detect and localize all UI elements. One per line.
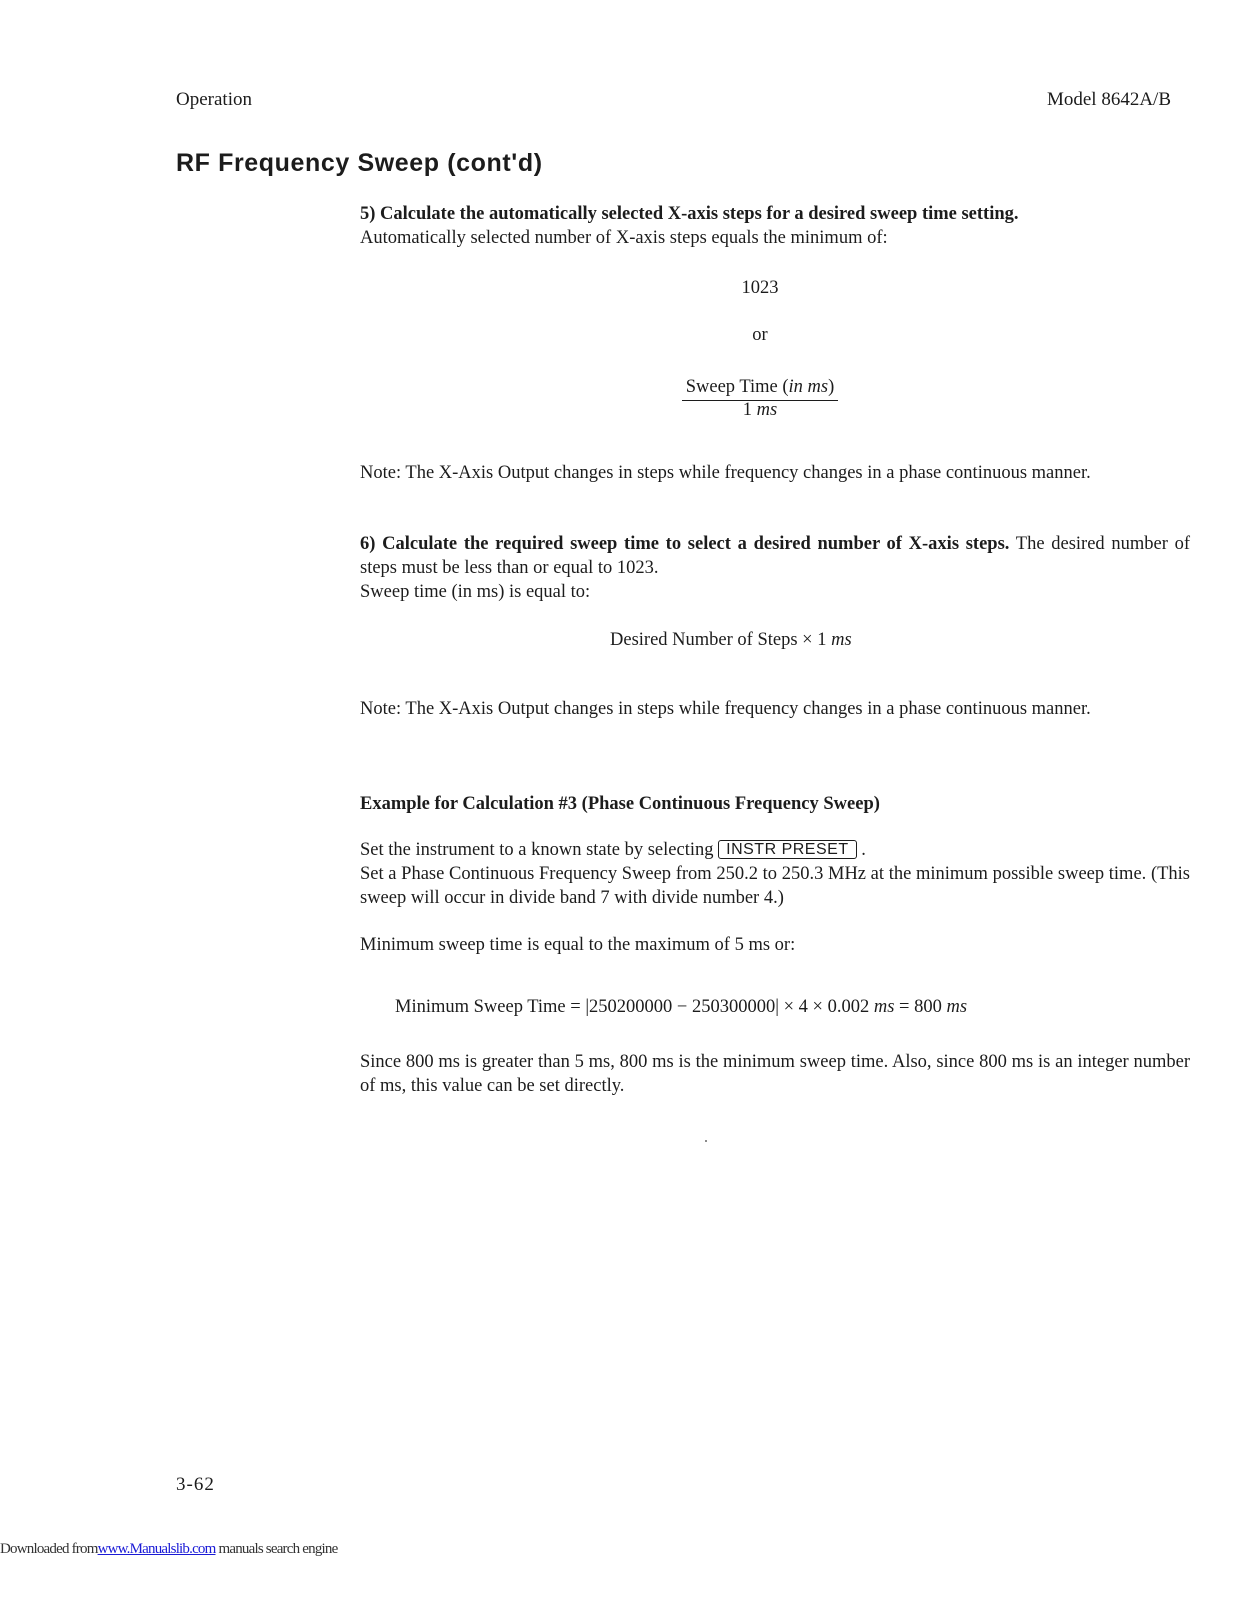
formula-times1: ×: [783, 997, 795, 1017]
formula-times: ×: [802, 630, 813, 650]
note-2: Note: The X-Axis Output changes in steps while frequency changes in a phase continuous manner.: [360, 699, 1091, 719]
instr-preset-key[interactable]: INSTR PRESET: [718, 840, 856, 859]
footer-suffix: manuals search engine: [215, 1541, 338, 1557]
stray-dot: [705, 1140, 707, 1142]
example-line3: Minimum sweep time is equal to the maximum of 5 ms or:: [360, 935, 796, 955]
formula-unit: ms: [831, 630, 852, 650]
step5-body: Automatically selected number of X-axis steps equals the minimum of:: [360, 228, 888, 248]
formula-lhs: Minimum Sweep Time: [395, 997, 566, 1017]
step6-heading: 6) Calculate the required sweep time to select a desired number of X-axis steps.: [360, 534, 1010, 554]
note-1: Note: The X-Axis Output changes in steps while frequency changes in a phase continuous manner.: [360, 463, 1091, 483]
formula-a: 250200000: [589, 997, 673, 1017]
formula-unit2: ms: [946, 997, 968, 1017]
abs-bar-close: |: [775, 997, 779, 1017]
header-section: Operation: [176, 89, 252, 110]
fraction-denominator: [660, 398, 860, 421]
example-heading: Example for Calculation #3 (Phase Continuous Frequency Sweep): [360, 794, 880, 814]
example-line2: Set a Phase Continuous Frequency Sweep from 250.2 to 250.3 MHz at the minimum possible sweep time. (This sweep will occur in divide band 7 with divide number 4.): [360, 864, 1190, 908]
formula-eq2: =: [899, 997, 910, 1017]
formula-text: Desired Number of Steps: [610, 630, 798, 650]
formula-eq: =: [570, 997, 581, 1017]
formula-result: 800: [914, 997, 942, 1017]
step5-block: [360, 202, 1190, 250]
example-conclusion: Since 800 ms is greater than 5 ms, 800 ms is the minimum sweep time. Also, since 800 ms is an integer number of ms, this value can be set directly.: [360, 1052, 1190, 1096]
download-footer: [0, 1541, 337, 1558]
formula-times2: ×: [812, 997, 823, 1017]
formula-c: 0.002: [827, 997, 870, 1017]
denominator-value: 1: [742, 400, 753, 420]
min-sweep-formula: [395, 997, 967, 1018]
page-number: 3-62: [176, 1474, 215, 1495]
example-line1-suffix: .: [861, 840, 866, 860]
step5-or: or: [752, 325, 768, 345]
fraction-numerator: Sweep Time (in ms): [682, 377, 839, 401]
page-title: RF Frequency Sweep (cont'd): [176, 149, 543, 177]
example-line1-prefix: Set the instrument to a known state by selecting: [360, 840, 714, 860]
step6-block: [360, 532, 1190, 604]
formula-n: 4: [798, 997, 808, 1017]
example-line1: [360, 838, 1190, 862]
numerator-unit: in ms: [788, 377, 829, 397]
step6-body2: Sweep time (in ms) is equal to:: [360, 582, 591, 602]
numerator-text: Sweep Time: [685, 377, 778, 397]
formula-b: 250300000: [691, 997, 776, 1017]
step6-body: The desired number of steps must be less than or equal to 1023.: [360, 534, 1191, 578]
formula-minus: −: [676, 997, 688, 1017]
step5-value: 1023: [741, 278, 779, 298]
formula-value: 1: [817, 630, 827, 650]
example-block: [360, 838, 1190, 910]
footer-prefix: Downloaded from: [0, 1541, 98, 1557]
step5-heading: 5) Calculate the automatically selected X-axis steps for a desired sweep time setting.: [360, 204, 1019, 224]
sweep-time-formula: [610, 630, 852, 651]
denominator-unit: ms: [756, 400, 778, 420]
footer-link[interactable]: www.Manualslib.com: [97, 1541, 216, 1557]
sweep-time-fraction: [660, 377, 860, 421]
formula-unit1: ms: [873, 997, 895, 1017]
abs-bar-open: |: [585, 997, 590, 1017]
header-model: Model 8642A/B: [1046, 89, 1171, 110]
